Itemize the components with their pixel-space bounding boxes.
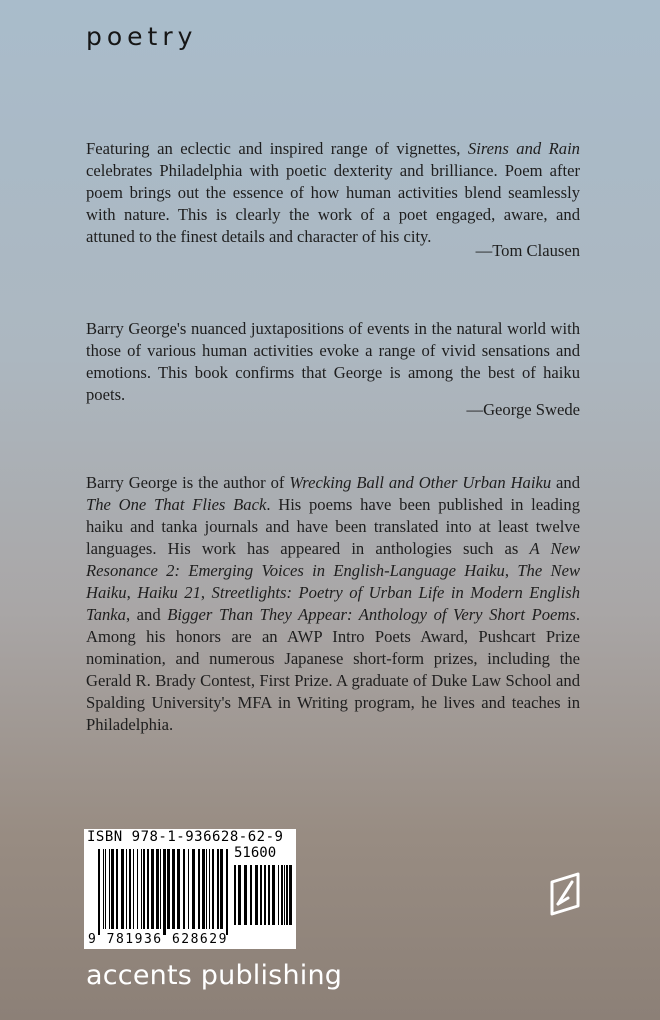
review-blurb-swede: Barry George's nuanced juxtapositions of events in the natural world with those of various human activities evoke a range of vivid sensations and emotions. This book confirms that George is among the best of haiku poets.	[86, 319, 580, 404]
barcode-bar	[109, 849, 110, 929]
barcode-bar	[250, 865, 252, 925]
barcode-bar	[133, 849, 134, 929]
bio-text: , and	[125, 605, 168, 624]
barcode-bar	[103, 849, 104, 929]
bio-text: ,	[200, 583, 212, 602]
attribution-swede: —George Swede	[466, 400, 580, 419]
blurb-text-part: celebrates Philadelphia with poetic dexterity and brilliance. Poem after poem brings out the essence of how human activities blend seamlessly with nature. This is clearly the work of a poet engaged, aware, and attuned to the finest details and character of his city.	[86, 161, 580, 246]
barcode-bar	[98, 849, 100, 935]
book-title: Sirens and Rain	[467, 139, 580, 158]
barcode-bar	[160, 849, 161, 929]
barcode-bar	[156, 849, 159, 929]
author-bio	[86, 472, 580, 736]
barcode-bar	[289, 865, 292, 925]
barcode-bar	[206, 849, 207, 929]
bio-text: Barry George is the author of	[86, 473, 290, 492]
barcode-bar	[177, 849, 180, 929]
bio-text: ,	[126, 583, 138, 602]
barcode-bar	[209, 849, 210, 929]
barcode-bar	[137, 849, 138, 929]
barcode-bar	[116, 849, 118, 929]
attribution-clausen: —Tom Clausen	[475, 241, 580, 260]
genre-label: poetry	[86, 22, 198, 51]
barcode-bar	[151, 849, 154, 929]
blurb-text-part: Featuring an eclectic and inspired range of vignettes,	[86, 139, 468, 158]
barcode-bar	[238, 865, 241, 925]
barcode-bar	[147, 849, 149, 929]
isbn-barcode	[84, 829, 296, 949]
bio-text: ,	[504, 561, 518, 580]
barcode-bar	[226, 849, 228, 935]
publisher-name: accents publishing	[86, 960, 343, 991]
barcode-bar	[192, 849, 195, 929]
barcode-bar	[188, 849, 189, 929]
barcode-bar	[284, 865, 285, 925]
barcode-bar	[212, 849, 214, 929]
barcode-bar	[167, 849, 170, 929]
barcode-bar	[126, 849, 127, 929]
price-code: 51600	[234, 845, 277, 861]
barcode-bar	[286, 865, 288, 925]
bio-title: The One That Flies Back	[86, 495, 267, 514]
bio-title: Streetlights: Poetry of Urban Life in Modern English Tanka	[86, 583, 581, 624]
barcode-bar	[129, 849, 131, 929]
barcode-bar	[121, 849, 124, 929]
addon-barcode-bars	[234, 865, 292, 931]
isbn-number: ISBN 978-1-936628-62-9	[87, 829, 284, 845]
barcode-bar	[217, 849, 219, 929]
barcode-bar	[234, 865, 236, 925]
barcode-bar	[163, 849, 166, 935]
bio-text: and	[551, 473, 580, 492]
bio-title: Haiku 21	[137, 583, 201, 602]
barcode-bar	[172, 849, 175, 929]
barcode-bar	[183, 849, 185, 929]
barcode-bar	[255, 865, 258, 925]
bio-title: Bigger Than They Appear: Anthology of Very Short Poems	[167, 605, 576, 624]
barcode-bar	[111, 849, 114, 929]
bio-title: A New Resonance 2: Emerging Voices in English-Language Haiku	[86, 539, 580, 580]
bio-title: The New Haiku	[86, 561, 581, 602]
barcode-bar	[141, 849, 142, 929]
bio-text: . His poems have been published in leading haiku and tanka journals and have been translated into at least twelve languages. His work has appeared in anthologies such as	[86, 495, 580, 558]
barcode-bar	[143, 849, 145, 929]
barcode-bar	[220, 849, 223, 929]
barcode-bar	[260, 865, 262, 925]
ean-digits: 9 781936 628629	[88, 932, 228, 947]
barcode-bar	[198, 849, 200, 929]
barcode-bar	[244, 865, 247, 925]
barcode-bar	[202, 849, 205, 929]
review-blurb-clausen	[86, 138, 580, 248]
bio-title: Wrecking Ball and Other Urban Haiku	[289, 473, 552, 492]
barcode-bar	[278, 865, 279, 925]
barcode-bar	[264, 865, 266, 925]
barcode-bar	[105, 849, 106, 929]
barcode-bar	[281, 865, 283, 925]
ean-barcode-bars	[98, 849, 228, 935]
barcode-bar	[272, 865, 275, 925]
bio-text: . Among his honors are an AWP Intro Poets Award, Pushcart Prize nomination, and numerous Japanese short-form prizes, including the Gerald R. Brady Contest, First Prize. A graduate of Duke Law School and Spalding University's MFA in Writing program, he lives and teaches in Philadelphia.	[86, 605, 581, 734]
publisher-logo-icon	[548, 868, 582, 920]
barcode-bar	[268, 865, 270, 925]
